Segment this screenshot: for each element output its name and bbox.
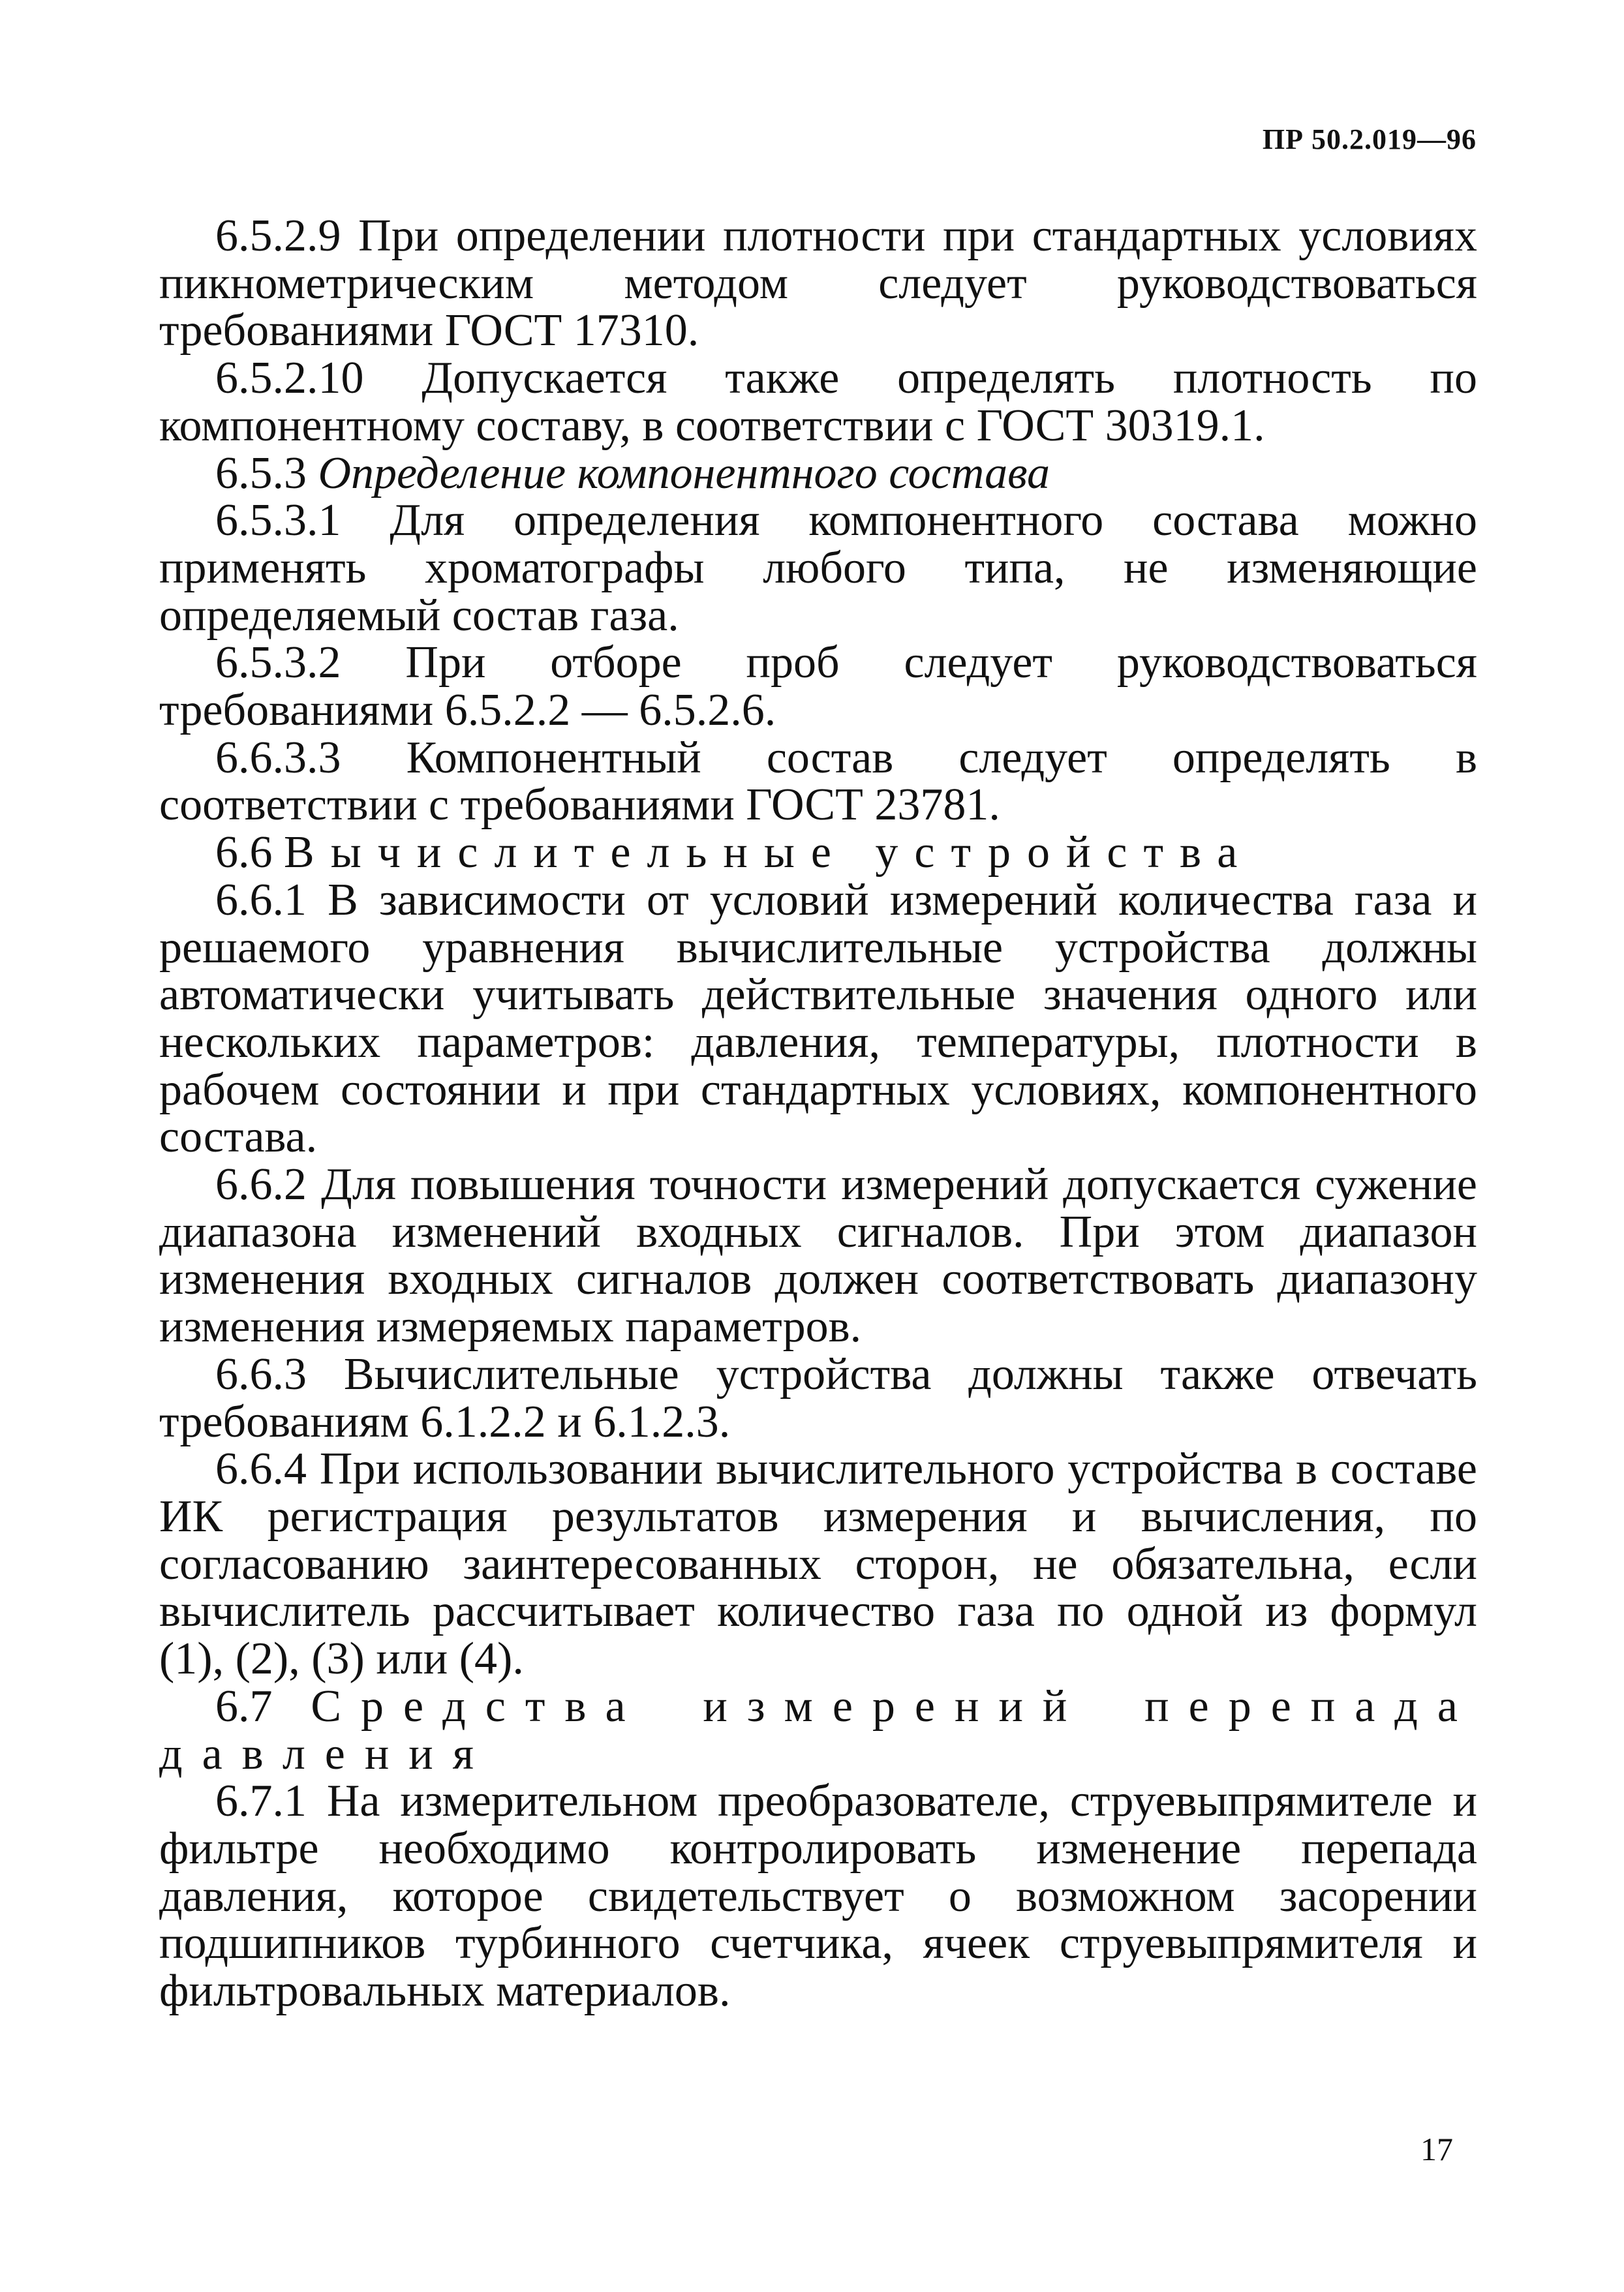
paragraph-6-6-3-3: 6.6.3.3 Компонентный состав следует определять в соответствии с требованиями ГОСТ 23781. [159,732,1477,831]
section-heading-6-6 [159,829,1477,877]
document-code-header: ПР 50.2.019—96 [1262,123,1477,155]
paragraph-6-5-2-9: 6.5.2.9 При определении плотности при стандартных условиях пикнометрическим методом следует руководствоваться требованиями ГОСТ 17310. [159,211,1477,356]
section-heading-6-7 [159,1683,1477,1778]
paragraph-6-6-1: 6.6.1 В зависимости от условий измерений количества газа и решаемого уравнения вычислительные устройства должны автоматически учитывать действительные значения одного или нескольких параметров: давления, температуры, плотности в рабочем состоянии и при стандартных условиях, компонентного состава. [159,874,1477,1163]
paragraph-6-6-3: 6.6.3 Вычислительные устройства должны также отвечать требованиям 6.1.2.2 и 6.1.2.3. [159,1349,1477,1447]
document-body [159,213,1477,2015]
paragraph-6-5-3-1: 6.5.3.1 Для определения компонентного состава можно применять хроматографы любого типа, не изменяющие определяемый состав газа. [159,495,1477,641]
section-title: Определение компонентного состава [318,448,1050,498]
paragraph-6-7-1: 6.7.1 На измерительном преобразователе, струевыпрямителе и фильтре необходимо контролировать изменение перепада давления, которое свидетельствует о возможном засорении подшипников турбинного счетчика, ячеек струевыпрямителя и фильтровальных материалов. [159,1776,1477,2017]
section-number: 6.7 [215,1681,273,1732]
paragraph-6-5-3-2: 6.5.3.2 При отборе проб следует руководствоваться требованиями 6.5.2.2 — 6.5.2.6. [159,637,1477,736]
page-number: 17 [1420,2131,1453,2167]
section-heading-6-5-3 [159,450,1477,498]
paragraph-6-5-2-10: 6.5.2.10 Допускается также определять плотность по компонентному составу, в соответствии с ГОСТ 30319.1. [159,353,1477,451]
section-number: 6.6 [215,827,273,878]
section-title: Средства измерений перепада давления [159,1681,1477,1779]
paragraph-6-6-4: 6.6.4 При использовании вычислительного устройства в составе ИК регистрация результатов измерения и вычисления, по согласованию заинтересованных сторон, не обязательна, если вычислитель рассчитывает количество газа по одной из формул (1), (2), (3) или (4). [159,1444,1477,1685]
section-title: Вычислительные устройства [284,827,1254,878]
section-number: 6.5.3 [215,448,307,498]
paragraph-6-6-2: 6.6.2 Для повышения точности измерений допускается сужение диапазона изменений входных сигналов. При этом диапазон изменения входных сигналов должен соответствовать диапазону изменения измеряемых параметров. [159,1159,1477,1352]
